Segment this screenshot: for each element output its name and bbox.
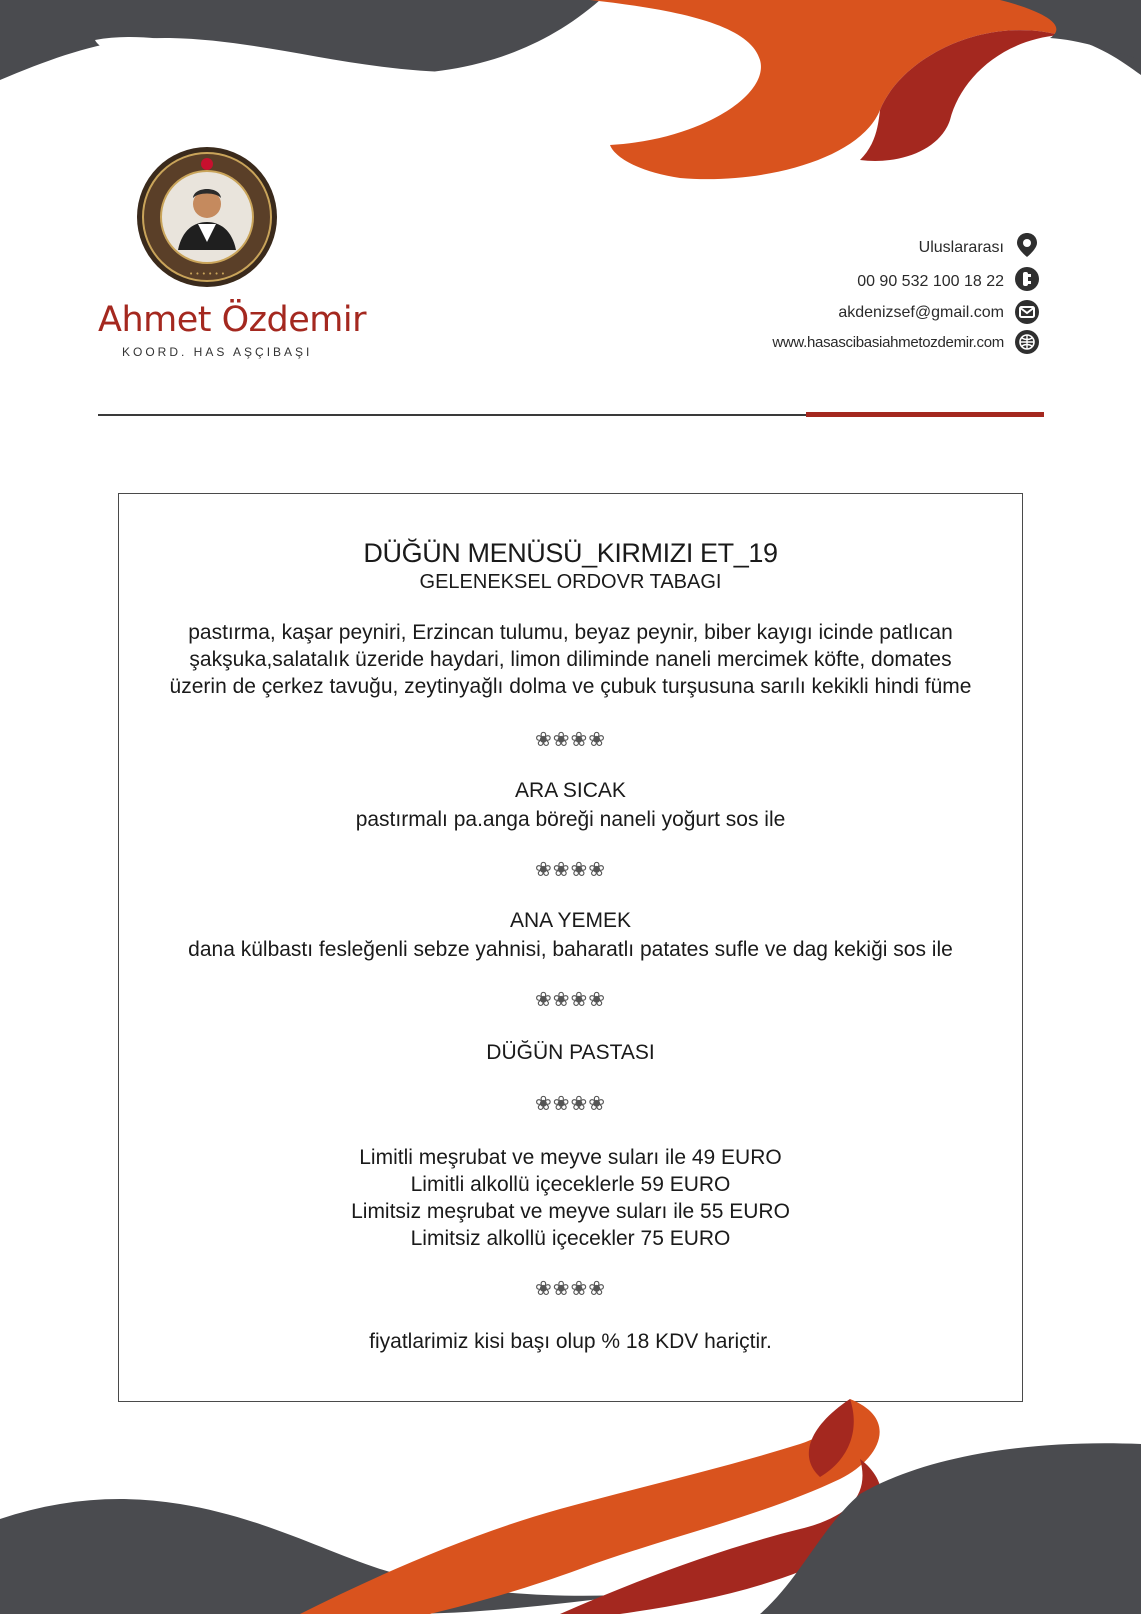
chef-seal-logo xyxy=(136,146,278,288)
brand-title: KOORD. HAS AŞÇIBAŞI xyxy=(122,345,313,359)
ornament-divider: ❀❀❀❀ xyxy=(534,727,607,751)
contact-email[interactable]: akdenizsef@gmail.com xyxy=(838,304,1004,321)
header-divider-red xyxy=(806,412,1044,417)
contact-phone: 00 90 532 100 18 22 xyxy=(857,273,1004,290)
section-text-ana-yemek: dana külbastı fesleğenli sebze yahnisi, baharatlı patates sufle ve dag kekiği sos ile xyxy=(188,938,953,961)
contact-website[interactable]: www.hasascibasiahmetozdemir.com xyxy=(772,334,1004,351)
svg-text:• • • • • •: • • • • • • xyxy=(189,270,225,278)
appetizer-description-line: şakşuka,salatalık üzeride haydari, limon diliminde naneli mercimek köfte, domates xyxy=(189,648,952,671)
location-pin-icon xyxy=(1014,232,1040,258)
menu-box xyxy=(118,493,1023,1402)
section-text-ara-sicak: pastırmalı pa.anga böreği naneli yoğurt sos ile xyxy=(355,808,786,831)
header-divider-dark xyxy=(98,414,808,416)
section-heading-ara-sicak: ARA SICAK xyxy=(515,779,626,802)
phone-icon xyxy=(1014,266,1040,292)
section-heading-ana-yemek: ANA YEMEK xyxy=(510,909,631,932)
price-line: Limitli alkollü içeceklerle 59 EURO xyxy=(410,1173,731,1196)
contact-location: Uluslararası xyxy=(918,239,1004,256)
section-heading-dugun-pastasi: DÜĞÜN PASTASI xyxy=(486,1041,655,1064)
bottom-decorative-swoosh xyxy=(0,1399,1141,1614)
menu-subtitle: GELENEKSEL ORDOVR TABAGI xyxy=(419,571,722,593)
appetizer-description-line: pastırma, kaşar peyniri, Erzincan tulumu, beyaz peynir, biber kayıgı icinde patlıcan xyxy=(188,621,953,644)
email-icon xyxy=(1014,299,1040,325)
ornament-divider: ❀❀❀❀ xyxy=(534,1276,607,1300)
appetizer-description-line: üzerin de çerkez tavuğu, zeytinyağlı dolma ve çubuk turşusuna sarılı kekikli hindi füme xyxy=(169,675,972,698)
price-line: Limitsiz alkollü içecekler 75 EURO xyxy=(410,1227,731,1250)
brand-name: Ahmet Özdemir xyxy=(98,300,366,340)
price-note: fiyatlarimiz kisi başı olup % 18 KDV hariçtir. xyxy=(369,1330,772,1353)
ornament-divider: ❀❀❀❀ xyxy=(534,1091,607,1115)
menu-title: DÜĞÜN MENÜSÜ_KIRMIZI ET_19 xyxy=(363,538,778,568)
ornament-divider: ❀❀❀❀ xyxy=(534,857,607,881)
price-line: Limitli meşrubat ve meyve suları ile 49 EURO xyxy=(359,1146,782,1169)
ornament-divider: ❀❀❀❀ xyxy=(534,987,607,1011)
web-icon xyxy=(1014,329,1040,355)
price-line: Limitsiz meşrubat ve meyve suları ile 55 EURO xyxy=(351,1200,790,1223)
